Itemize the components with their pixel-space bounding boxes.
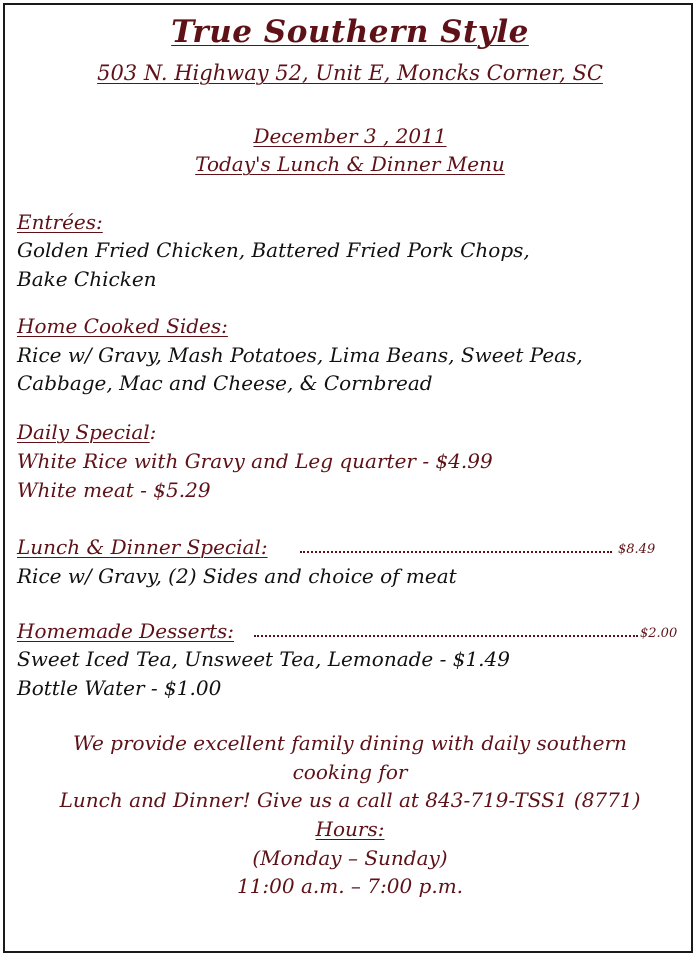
daily-special-heading-wrap (17, 420, 156, 444)
sides-line: Rice w/ Gravy, Mash Potatoes, Lima Beans, Sweet Peas, (17, 343, 583, 367)
desserts-heading: Homemade Desserts: (17, 619, 235, 643)
restaurant-title: True Southern Style (171, 14, 529, 50)
entrees-line: Golden Fried Chicken, Battered Fried Pork Chops, (17, 238, 530, 262)
footer-blurb-line: We provide excellent family dining with daily southern (73, 731, 627, 755)
lunch-dinner-special-price: $8.49 (618, 542, 656, 557)
price-leader-dots (300, 551, 612, 553)
footer-blurb-line: cooking for (292, 760, 408, 784)
daily-special-line: White meat - $5.29 (17, 478, 211, 502)
lunch-dinner-special-heading: Lunch & Dinner Special: (17, 535, 268, 559)
hours-heading: Hours: (315, 817, 385, 841)
hours-times: 11:00 a.m. – 7:00 p.m. (236, 874, 464, 898)
daily-special-heading: Daily Special (17, 420, 150, 444)
entrees-line: Bake Chicken (17, 267, 157, 291)
menu-date: December 3 , 2011 (253, 124, 447, 148)
desserts-line: Bottle Water - $1.00 (17, 676, 222, 700)
lunch-dinner-special-line: Rice w/ Gravy, (2) Sides and choice of meat (17, 564, 457, 588)
menu-title: Today's Lunch & Dinner Menu (195, 152, 505, 176)
restaurant-address: 503 N. Highway 52, Unit E, Moncks Corner, SC (97, 61, 603, 85)
desserts-price: $2.00 (640, 626, 678, 641)
sides-line: Cabbage, Mac and Cheese, & Cornbread (17, 371, 433, 395)
price-leader-dots (254, 635, 638, 637)
daily-special-line: White Rice with Gravy and Leg quarter - $4.99 (17, 449, 493, 473)
footer-blurb-line: Lunch and Dinner! Give us a call at 843-719-TSS1 (8771) (59, 788, 641, 812)
daily-special-colon: : (149, 420, 157, 444)
sides-heading: Home Cooked Sides: (17, 314, 228, 338)
hours-days: (Monday – Sunday) (252, 846, 448, 870)
desserts-line: Sweet Iced Tea, Unsweet Tea, Lemonade - $1.49 (17, 647, 510, 671)
entrees-heading: Entrées: (17, 210, 103, 234)
